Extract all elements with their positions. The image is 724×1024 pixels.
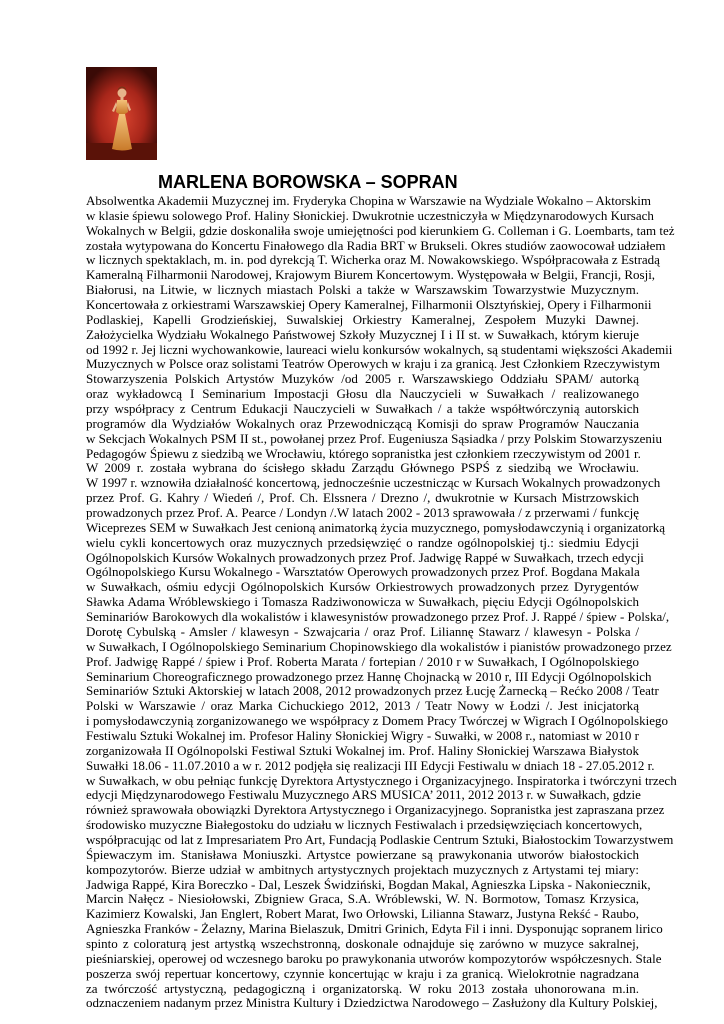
- biography-line: również sprawowała obowiązki Dyrektora Artystycznego i Organizacyjnego. Sopranistka jest zapraszana przez: [86, 802, 665, 818]
- biography-line: Festiwalu Sztuki Wokalnej im. Profesor Haliny Słonickiej Wigry - Suwałki, w 2008 r., natomiast w 2010 r: [86, 727, 639, 743]
- biography-line: w Sekcjach Wokalnych PSM II st., powołanej przez Prof. Eugeniusza Sąsiadka / przy Polskim Stowarzyszeniu: [86, 430, 663, 446]
- biography-line: za twórczość artystyczną, pedagogiczną i organizatorską. W roku 2013 została uhonorowana m.in.: [86, 980, 639, 996]
- biography-line: przez Prof. G. Kahry / Wiedeń /, Prof. Ch. Elssnera / Drezno /, dwukrotnie w Kursach Mistrzowskich: [86, 490, 639, 506]
- biography-line: zorganizowała II Ogólnopolski Festiwal Sztuki Wokalnej im. Prof. Haliny Słonickiej Warszawa Białystok: [86, 742, 639, 758]
- biography-line: Kameralną Filharmonii Narodowej, Krajowym Biurem Koncertowym. Występowała w Belgii, Francji, Rosji,: [86, 267, 656, 283]
- biography-line: Podlaskiej, Kapelli Grodzieńskiej, Suwalskiej Orkiestry Kameralnej, Zespołem Muzyki Dawnej.: [86, 311, 639, 327]
- portrait-photo: [86, 67, 157, 160]
- biography-line: Stowarzyszenia Polskich Artystów Muzyków /od 2005 r. Warszawskiego Oddziału SPAM/ autorką: [86, 371, 639, 387]
- biography-line: Marcin Nałęcz - Niesiołowski, Zbigniew Graca, S.A. Wróblewski, W. N. Bormotow, Tomasz Krzysica,: [86, 891, 639, 907]
- biography-line: przy współpracy z Centrum Edukacji Nauczycieli w Suwałkach / a także współtwórczynią autorskich: [86, 401, 639, 417]
- biography-line: Sławka Adama Wróblewskiego i Tomasza Radziwonowicza w Suwałkach, pięciu Edycji Ogólnopolskich: [86, 594, 639, 610]
- biography-line: edycji Międzynarodowego Festiwalu Muzycznego ARS MUSICA’ 2011, 2012 2013 r. w Suwałkach, gdzie: [86, 787, 641, 803]
- biography-line: prowadzonych przez Prof. A. Pearce / Londyn /.W latach 2002 - 2013 sprawowała / z przerwami / funkcję: [86, 505, 639, 521]
- biography-line: programów dla Wydziałów Wokalnych oraz Przewodniczącą Komisji do spraw Programów Nauczania: [86, 415, 639, 431]
- biography-line: Wokalnych w Belgii, gdzie doskonaliła swoje umiejętności pod kierunkiem G. Colleman i G. Loembarts, tam też: [86, 222, 675, 238]
- biography-line: Seminariów Barokowych dla wokalistów i klawesynistów prowadzonego przez Prof. J. Rappé / śpiew - Polska/,: [86, 609, 670, 625]
- biography-line: W 1997 r. wznowiła działalność koncertową, jednocześnie uczestnicząc w Kursach Wokalnych prowadzonych: [86, 475, 661, 491]
- biography-line: Agnieszka Franków - Żelazny, Marina Bielaszuk, Dmitri Grinich, Edyta Fil i inni. Dysponując sopranem lirico: [86, 921, 663, 937]
- biography-line: w Suwałkach, I Ogólnopolskiego Seminarium Chopinowskiego dla wokalistów i pianistów prowadzonego przez: [86, 638, 672, 654]
- biography-line: Białorusi, na Litwie, w licznych miastach Polski a także w Warszawskim Towarzystwie Muzycznym.: [86, 282, 639, 298]
- biography-line: Suwałki 18.06 - 11.07.2010 a w r. 2012 podjęła się realizacji III Edycji Festiwalu w dniach 18 - 27.05.2012 r.: [86, 757, 655, 773]
- biography-line: w licznych spektaklach, m. in. pod dyrekcją T. Wicherka oraz M. Nowakowskiego. Współpracowała z Estradą: [86, 252, 660, 268]
- biography-paragraph: [86, 193, 677, 1011]
- biography-line: Wiceprezes SEM w Suwałkach Jest cenioną animatorką życia muzycznego, pomysłodawczynią i organizatorką: [86, 519, 665, 535]
- biography-line: w klasie śpiewu solowego Prof. Haliny Słonickiej. Dwukrotnie uczestniczyła w Międzynarodowych Kursach: [86, 207, 654, 223]
- biography-line: Seminariów Sztuki Aktorskiej w latach 2008, 2012 prowadzonych przez Łucję Żarnecką – Rećko 2008 / Teatr: [86, 683, 659, 699]
- biography-line: Dorotę Cybulską - Amsler / klawesyn - Szwajcaria / oraz Prof. Liliannę Stawarz / klawesyn - Polska /: [86, 623, 639, 639]
- biography-line: kompozytorów. Bierze udział w ambitnych artystycznych projektach muzycznych z Artystami tej miary:: [86, 861, 639, 877]
- biography-line: wielu cykli koncertowych oraz muzycznych przedsięwzięć o randze ogólnopolskiej tj.: siedmiu Edycji: [86, 534, 639, 550]
- biography-line: Ogólnopolskiego Kursu Wokalnego - Warsztatów Operowych prowadzonych przez Prof. Bogdana Makala: [86, 564, 640, 580]
- biography-line: Seminarium Choreograficznego prowadzonego przez Hannę Chojnacką w 2010 r, III Edycji Ogólnopolskich: [86, 668, 652, 684]
- biography-line: w Suwałkach, w obu pełniąc funkcję Dyrektora Artystycznego i Organizacyjnego. Inspiratorka i twórczyni trzech: [86, 772, 677, 788]
- biography-line: Polski w Warszawie / oraz Marka Cichuckiego 2012, 2013 / Teatr Nowy w Łodzi /. Jest inicjatorką: [86, 698, 639, 714]
- biography-line: pieśniarskiej, operowej od wczesnego baroku po prawykonania utworów kompozytorów współczesnych. Stale: [86, 950, 662, 966]
- biography-line: od 1992 r. Jej liczni wychowankowie, laureaci wielu konkursów wokalnych, są studentami większości Akademii: [86, 341, 673, 357]
- biography-line: Jadwiga Rappé, Kira Boreczko - Dal, Leszek Świdziński, Bogdan Makal, Agnieszka Lipska - Nakoniecznik,: [86, 876, 651, 892]
- biography-line: Muzycznych w Polsce oraz solistami Teatrów Operowych w kraju i za granicą. Jest Członkiem Rzeczywistym: [86, 356, 660, 372]
- biography-line: środowisko muzyczne Białegostoku do udziału w licznych Festiwalach i przedsięwzięciach koncertowych,: [86, 817, 643, 833]
- page-title: MARLENA BOROWSKA – SOPRAN: [158, 172, 458, 192]
- biography-line: Pedagogów Śpiewu z siedzibą we Wrocławiu, którego sopranistka jest członkiem rzeczywistym od 2001 r.: [86, 445, 641, 461]
- biography-line: spinto z coloraturą jest artystką wszechstronną, doskonale odnajduje się zarówno w muzyce sakralnej,: [86, 935, 639, 951]
- biography-line: w Suwałkach, ośmiu edycji Ogólnopolskich Kursów Orkiestrowych prowadzonych przez Dyrygentów: [86, 579, 639, 595]
- biography-line: oraz wykładowcą I Seminarium Impostacji Głosu dla Nauczycieli w Suwałkach / realizowanego: [86, 386, 639, 402]
- biography-line: Kazimierz Kowalski, Jan Englert, Robert Marat, Iwo Orłowski, Lilianna Stawarz, Justyna Rekść - Raubo,: [86, 906, 639, 922]
- biography-line: Ogólnopolskich Kursów Wokalnych prowadzonych przez Prof. Jadwigę Rappé w Suwałkach, trzech edycji: [86, 549, 644, 565]
- biography-line: Absolwentka Akademii Muzycznej im. Fryderyka Chopina w Warszawie na Wydziale Wokalno – Aktorskim: [86, 193, 652, 208]
- biography-line: i pomysłodawczynią zorganizowanego we współpracy z Domem Pracy Twórczej w Wigrach I Ogólnopolskiego: [86, 713, 668, 729]
- biography-line: odznaczeniem nadanym przez Ministra Kultury i Dziedzictwa Narodowego – Zasłużony dla Kultury Polskiej,: [86, 995, 658, 1011]
- biography-line: Założycielka Wydziału Wokalnego Państwowej Szkoły Muzycznej I i II st. w Suwałkach, którym kieruje: [86, 326, 639, 342]
- biography-line: poszerza swój repertuar koncertowy, czynnie koncertując w kraju i za granicą. Wielokrotnie nagradzana: [86, 965, 639, 981]
- biography-line: Prof. Jadwigę Rappé / śpiew i Prof. Roberta Marata / fortepian / 2010 r w Suwałkach, I Ogólnopolskiego: [86, 653, 639, 669]
- biography-line: W 2009 r. została wybrana do ścisłego składu Zarządu Głównego PSPŚ z siedzibą we Wrocławiu.: [86, 460, 639, 476]
- biography-line: Koncertowała z orkiestrami Warszawskiej Opery Kameralnej, Filharmonii Olsztyńskiej, Opery i Filharmonii: [86, 297, 652, 313]
- biography-line: współpracując od lat z Impresariatem Pro Art, Fundacją Podlaskie Centrum Sztuki, Białostockim Towarzystwem: [86, 831, 674, 847]
- singer-photo-image: [86, 67, 157, 160]
- biography-line: została wytypowana do Koncertu Finałowego dla Radia BRT w Brukseli. Okres studiów zaowocował udziałem: [86, 237, 666, 253]
- biography-line: Śpiewaczym im. Stanisława Moniuszki. Artystce powierzane są prawykonania utworów białostockich: [86, 846, 639, 862]
